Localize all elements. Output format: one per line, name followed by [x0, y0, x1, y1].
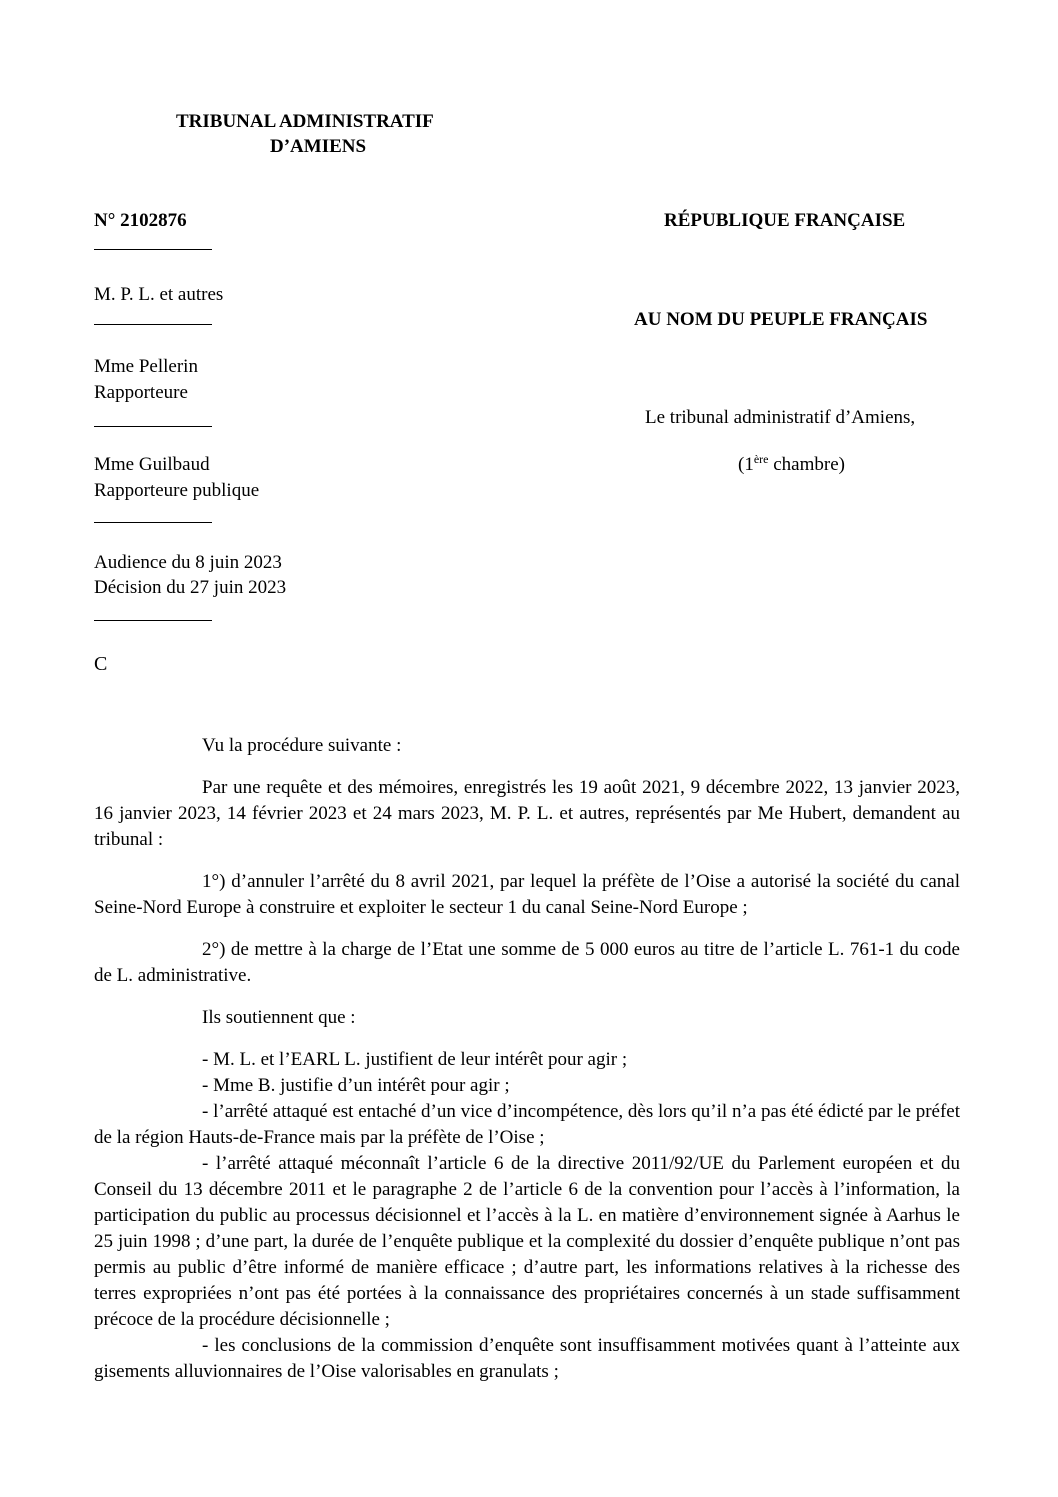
classification-code: C	[94, 653, 108, 675]
paragraph-request: Par une requête et des mémoires, enregistrés les 19 août 2021, 9 décembre 2022, 13 janvier 2023, 16 janvier 2023, 14 février 2023 et 24 mars 2023, M. P. L. et autres, représentés par Me Hubert, demandent au tribunal :	[94, 777, 960, 850]
body-text	[94, 775, 960, 1385]
hearing-date: Audience du 8 juin 2023	[94, 552, 282, 573]
bullet-commission: - les conclusions de la commission d’enquête sont insuffisamment motivées quant à l’atteinte aux gisements alluvionnaires de l’Oise valorisables en granulats ;	[94, 1335, 960, 1382]
chamber-suffix: chambre)	[768, 454, 845, 475]
public-rapporteur-name: Mme Guilbaud	[94, 454, 210, 475]
chamber-prefix: (1	[738, 454, 754, 475]
separator-4	[94, 522, 212, 523]
separator-5	[94, 620, 212, 621]
case-number: N° 2102876	[94, 210, 187, 231]
rapporteur-name: Mme Pellerin	[94, 356, 198, 377]
procedure-intro: Vu la procédure suivante :	[202, 735, 402, 756]
chamber-sup: ère	[753, 452, 769, 466]
parties: M. P. L. et autres	[94, 284, 224, 305]
paragraph-claims-intro: Ils soutiennent que :	[202, 1007, 356, 1028]
tribunal-line: Le tribunal administratif d’Amiens,	[645, 407, 916, 428]
chamber-line	[738, 452, 845, 478]
in-name-of-heading: AU NOM DU PEUPLE FRANÇAIS	[634, 309, 928, 330]
separator-2	[94, 324, 212, 325]
public-rapporteur-role: Rapporteure publique	[94, 480, 260, 501]
bullet-interest-b: - Mme B. justifie d’un intérêt pour agir ;	[202, 1075, 510, 1096]
court-name-line2: D’AMIENS	[270, 136, 367, 157]
bullet-incompetence: - l’arrêté attaqué est entaché d’un vice d’incompétence, dès lors qu’il n’a pas été édicté par le préfet de la région Hauts-de-France mais par la préfète de l’Oise ;	[94, 1101, 960, 1148]
rapporteur-role: Rapporteure	[94, 382, 188, 403]
bullet-interest-l: - M. L. et l’EARL L. justifient de leur intérêt pour agir ;	[202, 1049, 628, 1070]
paragraph-annul: 1°) d’annuler l’arrêté du 8 avril 2021, par lequel la préfète de l’Oise a autorisé la société du canal Seine-Nord Europe à construire et exploiter le secteur 1 du canal Seine-Nord Europe ;	[94, 871, 960, 918]
bullet-directive: - l’arrêté attaqué méconnaît l’article 6 de la directive 2011/92/UE du Parlement européen et du Conseil du 13 décembre 2011 et le paragraphe 2 de l’article 6 de la convention pour l’accès à l’information, la participation du public au processus décisionnel et l’accès à la L. en matière d’environnement signée à Aarhus le 25 juin 1998 ; d’une part, la durée de l’enquête publique et la complexité du dossier d’enquête publique n’ont pas permis au public d’être informé de manière efficace ; d’autre part, les informations relatives à la richesse des terres expropriées n’ont pas été portées à la connaissance des propriétaires concernés à un stade suffisamment précoce de la procédure décisionnelle ;	[94, 1153, 960, 1330]
paragraph-costs: 2°) de mettre à la charge de l’Etat une somme de 5 000 euros au titre de l’article L. 761-1 du code de L. administrative.	[94, 939, 960, 986]
republic-heading: RÉPUBLIQUE FRANÇAISE	[664, 210, 906, 231]
separator-3	[94, 426, 212, 427]
decision-date: Décision du 27 juin 2023	[94, 577, 287, 598]
separator-1	[94, 249, 212, 250]
court-name-line1: TRIBUNAL ADMINISTRATIF	[176, 111, 434, 132]
